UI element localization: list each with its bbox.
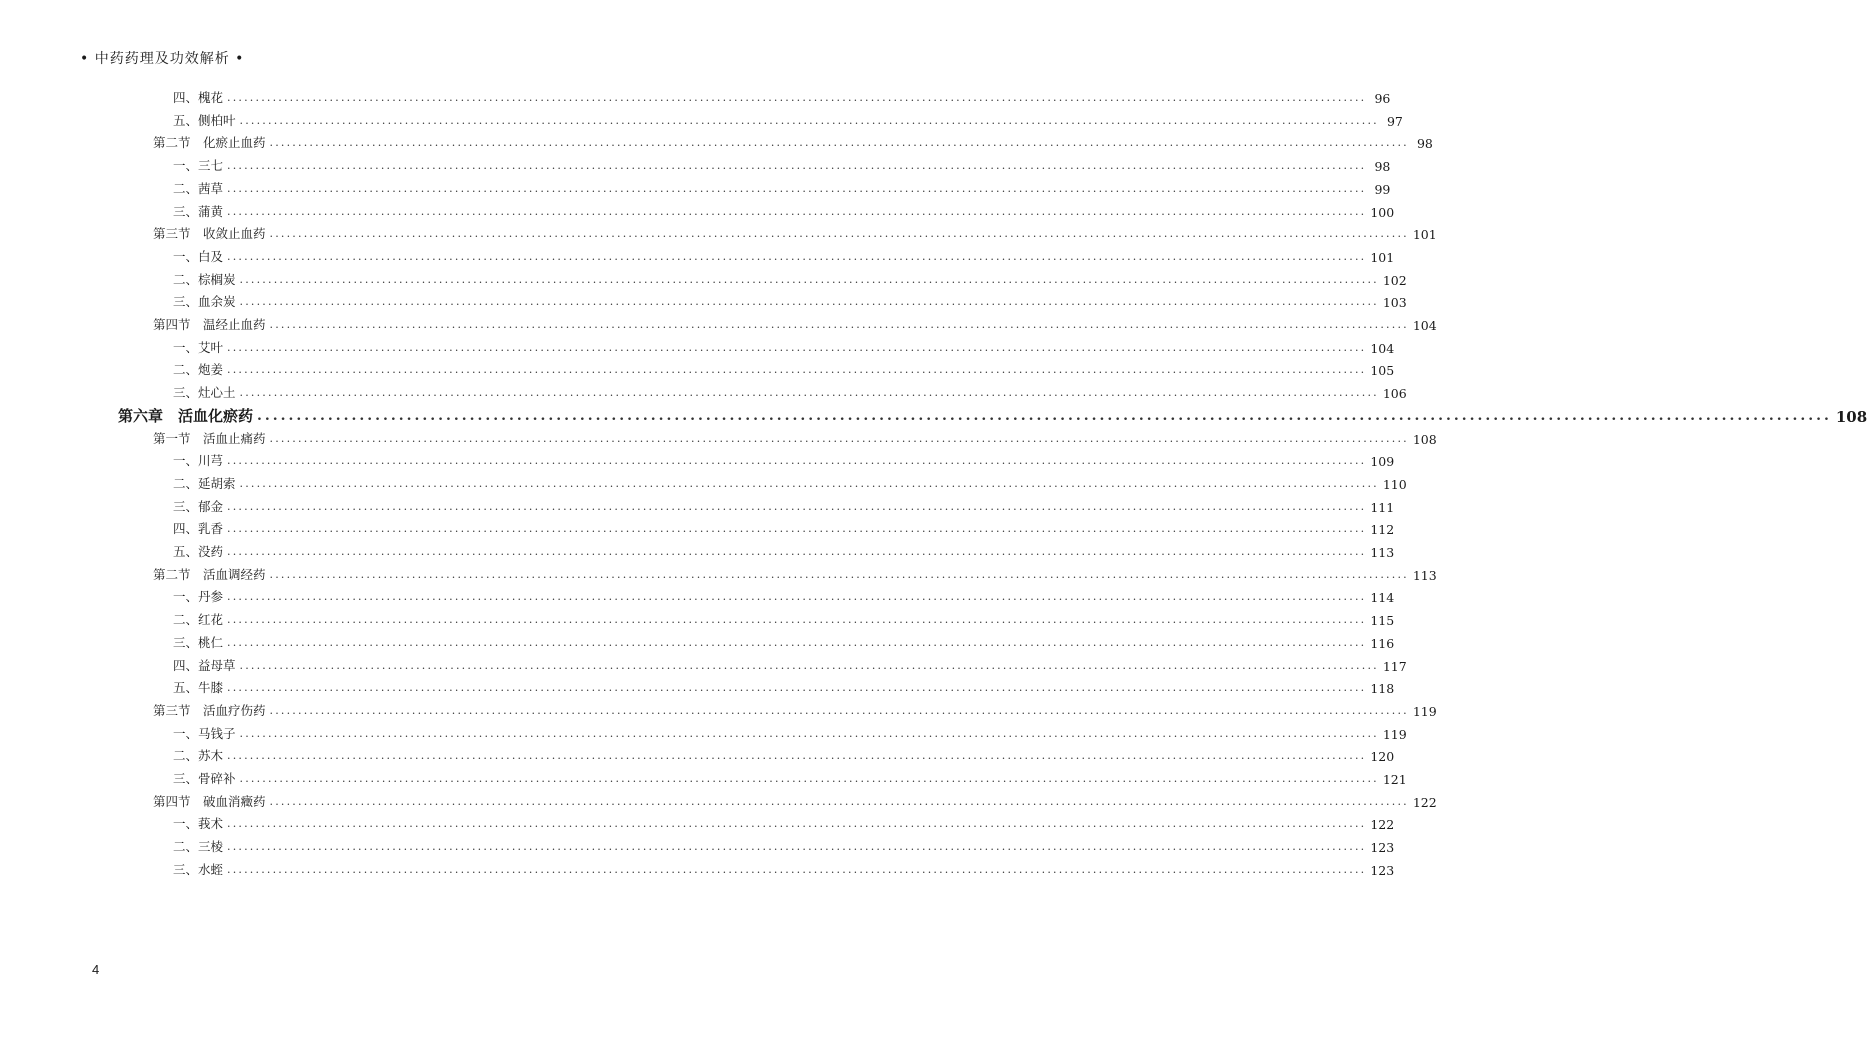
dot-leader: ........................................................................................................................................................................................................: [269, 227, 1409, 241]
toc-entry-title: 二、延胡索: [173, 475, 236, 491]
toc-entry-title: 五、牛膝: [173, 680, 224, 696]
toc-entry-page: 96: [1374, 91, 1391, 106]
dot-leader: ........................................................................................................................................................................................................: [227, 749, 1367, 763]
toc-item-entry: [173, 268, 1407, 288]
toc-entry-page: 122: [1412, 794, 1437, 810]
dot-leader: ........................................................................................................................................................................................................: [269, 431, 1409, 445]
toc-entry-title: 四、槐花: [173, 90, 224, 105]
toc-item-entry: [173, 109, 1403, 129]
toc-section-entry: [153, 563, 1437, 583]
toc-entry-page: 102: [1382, 272, 1407, 288]
toc-entry-title: 二、红花: [173, 612, 224, 628]
toc-entry-page: 113: [1370, 545, 1395, 560]
toc-entry-title: 五、侧柏叶: [173, 112, 236, 128]
running-header: • 中药药理及功效解析 •: [80, 51, 245, 67]
toc-item-entry: [173, 654, 1407, 674]
toc-entry-title: 三、桃仁: [173, 634, 224, 650]
dot-leader: ........................................................................................................................................................................................................: [269, 136, 1409, 150]
toc-entry-page: 118: [1370, 681, 1395, 697]
dot-leader: ........................................................................................................................................................................................................: [227, 91, 1367, 104]
toc-entry-title: 四、乳香: [173, 521, 224, 537]
dot-leader: ........................................................................................................................................................................................................: [269, 318, 1409, 331]
toc-item-entry: [173, 245, 1395, 265]
toc-entry-page: 99: [1374, 181, 1391, 197]
toc-entry-title: 第四节 温经止血药: [153, 317, 266, 332]
dot-leader: ........................................................................................................................................................................................................: [239, 295, 1379, 309]
toc-entry-title: 一、莪术: [173, 816, 224, 832]
toc-entry-title: 四、益母草: [173, 657, 236, 673]
dot-leader: ........................................................................................................................................................................................................: [227, 499, 1367, 513]
toc-item-entry: [173, 495, 1395, 515]
toc-entry-title: 五、没药: [173, 544, 224, 559]
dot-leader: ........................................................................................................................................................................................................: [239, 386, 1379, 400]
page-number: 4: [92, 962, 100, 977]
toc-entry-page: 98: [1374, 159, 1391, 175]
toc-entry-title: 一、白及: [173, 248, 224, 264]
toc-item-entry: [173, 676, 1395, 697]
dot-leader: ........................................................................................................................................................................................................: [227, 363, 1367, 377]
toc-entry-title: 第六章 活血化瘀药: [118, 406, 254, 425]
toc-item-entry: [173, 608, 1395, 629]
dot-leader: ........................................................................................................................................................................................................: [239, 726, 1379, 740]
toc-section-entry: [153, 790, 1437, 810]
toc-entry-page: 114: [1370, 590, 1395, 606]
dot-leader: ........................................................................................................................................................................................................: [227, 204, 1367, 218]
toc-item-entry: [173, 358, 1395, 379]
toc-item-entry: [173, 154, 1391, 175]
dot-leader: ........................................................................................................................................................................................................: [239, 658, 1379, 672]
toc-item-entry: [173, 858, 1395, 878]
toc-entry-title: 三、郁金: [173, 498, 224, 514]
toc-entry-page: 98: [1416, 136, 1433, 152]
toc-item-entry: [173, 585, 1395, 606]
dot-leader: ........................................................................................................................................................................................................: [227, 545, 1367, 558]
toc-entry-title: 二、三棱: [173, 839, 224, 855]
toc-chapter-entry: [118, 402, 1867, 426]
dot-leader: ........................................................................................................................................................................................................: [257, 407, 1832, 424]
toc-entry-page: 119: [1412, 703, 1437, 719]
dot-leader: ........................................................................................................................................................................................................: [227, 159, 1367, 173]
toc-entry-page: 108: [1412, 431, 1437, 447]
toc-entry-title: 二、苏木: [173, 748, 224, 764]
dot-leader: ........................................................................................................................................................................................................: [239, 772, 1379, 785]
toc-entry-title: 第二节 化瘀止血药: [153, 135, 266, 151]
dot-leader: ........................................................................................................................................................................................................: [227, 635, 1367, 649]
toc-item-entry: [173, 200, 1395, 220]
toc-entry-title: 一、艾叶: [173, 339, 224, 355]
toc-entry-page: 109: [1370, 454, 1395, 470]
toc-entry-title: 三、水蛭: [173, 861, 224, 877]
toc-entry-page: 100: [1370, 204, 1395, 220]
dot-leader: ........................................................................................................................................................................................................: [227, 613, 1367, 627]
toc-item-entry: [173, 381, 1407, 402]
toc-entry-title: 一、马钱子: [173, 725, 236, 741]
toc-entry-title: 二、炮姜: [173, 362, 224, 378]
toc-entry-title: 一、丹参: [173, 589, 224, 605]
toc-entry-page: 120: [1370, 749, 1395, 765]
toc-entry-title: 三、骨碎补: [173, 771, 236, 786]
toc-entry-page: 111: [1370, 499, 1395, 515]
toc-item-entry: [173, 812, 1395, 833]
toc-item-entry: [173, 449, 1395, 470]
dot-leader: ........................................................................................................................................................................................................: [239, 113, 1379, 127]
toc-entry-page: 112: [1370, 522, 1395, 538]
dot-leader: ........................................................................................................................................................................................................: [227, 862, 1367, 876]
dot-leader: ........................................................................................................................................................................................................: [269, 794, 1409, 808]
dot-leader: ........................................................................................................................................................................................................: [269, 567, 1409, 581]
toc-item-entry: [173, 835, 1395, 856]
toc-entry-page: 104: [1412, 318, 1437, 333]
dot-leader: ........................................................................................................................................................................................................: [227, 522, 1367, 536]
dot-leader: ........................................................................................................................................................................................................: [227, 590, 1367, 604]
toc-entry-title: 二、茜草: [173, 180, 224, 196]
dot-leader: ........................................................................................................................................................................................................: [239, 272, 1379, 286]
toc-entry-page: 105: [1370, 363, 1395, 379]
dot-leader: ........................................................................................................................................................................................................: [269, 703, 1409, 717]
toc-entry-page: 116: [1370, 635, 1395, 651]
dot-leader: ........................................................................................................................................................................................................: [227, 181, 1367, 195]
toc-entry-title: 一、三七: [173, 158, 224, 174]
toc-entry-page: 104: [1370, 340, 1395, 356]
toc-item-entry: [173, 290, 1407, 311]
toc-entry-page: 108: [1835, 407, 1867, 426]
toc-item-entry: [173, 472, 1407, 492]
toc-section-entry: [153, 131, 1433, 152]
toc-item-entry: [173, 86, 1391, 106]
dot-leader: ........................................................................................................................................................................................................: [227, 817, 1367, 831]
toc-entry-page: 117: [1382, 658, 1407, 674]
toc-section-entry: [153, 699, 1437, 719]
toc-entry-page: 121: [1382, 772, 1407, 787]
toc-entry-page: 101: [1412, 227, 1437, 243]
toc-item-entry: [173, 177, 1391, 197]
toc-entry-page: 123: [1370, 862, 1395, 878]
toc-section-entry: [153, 313, 1437, 333]
toc-entry-title: 三、蒲黄: [173, 203, 224, 219]
dot-leader: ........................................................................................................................................................................................................: [239, 476, 1379, 490]
toc-entry-page: 103: [1382, 295, 1407, 311]
toc-item-entry: [173, 631, 1395, 651]
toc-item-entry: [173, 540, 1395, 560]
toc-section-entry: [153, 222, 1437, 243]
toc-entry-title: 一、川芎: [173, 453, 224, 469]
toc-entry-title: 第四节 破血消癥药: [153, 793, 266, 809]
toc-entry-title: 第一节 活血止痛药: [153, 430, 266, 446]
toc-section-entry: [153, 427, 1437, 447]
toc-entry-page: 123: [1370, 840, 1395, 856]
dot-leader: ........................................................................................................................................................................................................: [227, 249, 1367, 263]
toc-entry-page: 115: [1370, 613, 1395, 629]
toc-entry-title: 三、灶心土: [173, 385, 236, 401]
toc-entry-page: 97: [1386, 113, 1403, 129]
dot-leader: ........................................................................................................................................................................................................: [227, 340, 1367, 354]
toc-entry-title: 第二节 活血调经药: [153, 566, 266, 582]
toc-item-entry: [173, 767, 1407, 787]
toc-entry-page: 110: [1382, 476, 1407, 492]
toc-entry-title: 二、棕榈炭: [173, 271, 236, 287]
toc-entry-title: 三、血余炭: [173, 294, 236, 310]
toc-item-entry: [173, 744, 1395, 765]
dot-leader: ........................................................................................................................................................................................................: [227, 681, 1367, 695]
toc-entry-page: 113: [1412, 567, 1437, 583]
toc-entry-title: 第三节 收敛止血药: [153, 226, 266, 242]
toc-entry-title: 第三节 活血疗伤药: [153, 702, 266, 718]
toc-entry-page: 119: [1382, 726, 1407, 742]
toc-item-entry: [173, 517, 1395, 538]
dot-leader: ........................................................................................................................................................................................................: [227, 454, 1367, 468]
toc-entry-page: 106: [1382, 386, 1407, 402]
toc-entry-page: 122: [1370, 817, 1395, 833]
toc-entry-page: 101: [1370, 249, 1395, 265]
toc-item-entry: [173, 722, 1407, 742]
toc-item-entry: [173, 336, 1395, 356]
dot-leader: ........................................................................................................................................................................................................: [227, 840, 1367, 854]
